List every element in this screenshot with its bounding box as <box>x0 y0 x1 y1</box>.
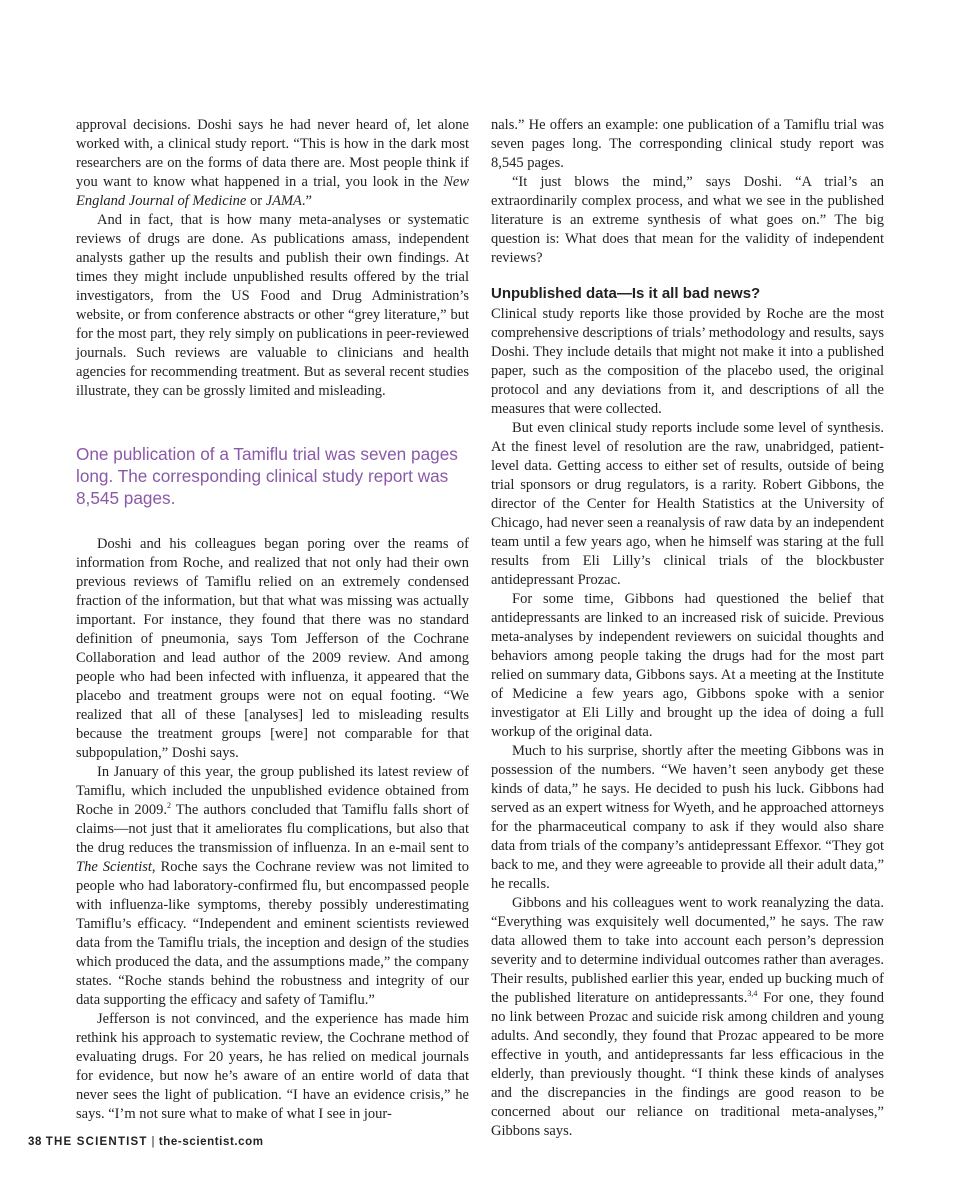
page-number: 38 <box>28 1136 42 1148</box>
text-run: or <box>246 193 266 209</box>
footer-separator: | <box>151 1136 156 1148</box>
text-run: approval decisions. Doshi says he had never heard of, let alone worked with, a clinical study report. “This is how in the dark most researchers are on the forms of data there are. Most people think if you want to know what happened in a trial, you look in the <box>76 117 469 190</box>
body-paragraph: But even clinical study reports include some level of synthesis. At the finest level of resolution are the raw, unabridged, patient-level data. Getting access to either set of results, outside of being trial sponsors or drug regulators, is a rarity. Robert Gibbons, the director of the Center for Health Statistics at the University of Chicago, had never seen a reanalysis of raw data by an independent team until a few years ago, when he himself was staring at the full results from Eli Lilly’s clinical trials of the blockbuster antidepressant Prozac. <box>491 420 884 588</box>
reference-superscript: 3,4 <box>747 989 758 999</box>
website-url: the-scientist.com <box>158 1136 264 1148</box>
body-paragraph: Doshi and his colleagues began poring over the reams of information from Roche, and realized that not only had their own previous reviews of Tamiflu relied on an extremely condensed fraction of the information, but that what was missing was actually important. For instance, they found that there was no standard definition of pneumonia, says Tom Jefferson of the Cochrane Collaboration and lead author of the 2009 review. And among people who had been infected with influenza, it appeared that the placebo and treatment groups were not on equal footing. “We realized that all of these [analyses] led to misleading results because the treatment groups [were] not comparable for that subpopulation,” Doshi says. <box>76 536 469 761</box>
reference-superscript: 2 <box>167 801 171 811</box>
body-paragraph: And in fact, that is how many meta-analyses or systematic reviews of drugs are done. As publications amass, independent analysts gather up the results and publish their own findings. At times they might include unpublished results offered by the trial investigators, from the US Food and Drug Administration’s website, or from conference abstracts or other “grey literature,” but for the most part, they rely simply on publications in peer-reviewed journals. Such reviews are valuable to clinicians and health agencies for recommending treatment. But as several recent studies illustrate, they can be grossly limited and misleading. <box>76 212 469 399</box>
left-column <box>76 116 469 1124</box>
body-paragraph: “It just blows the mind,” says Doshi. “A trial’s an extraordinarily complex process, and what we see in the published literature is an extreme synthesis of what goes on.” The big question is: What does that mean for the validity of independent reviews? <box>491 174 884 266</box>
text-run: For one, they found no link between Prozac and suicide risk among children and young adults. And secondly, they found that Prozac appeared to be more effective in youth, and antidepressants far less efficacious in the elderly, than previously thought. “I think these kinds of analyses and the discrepancies in the findings are good reason to be concerned about our reliance on traditional meta-analyses,” Gibbons says. <box>491 990 885 1139</box>
journal-title: New England Journal of Medicine <box>76 174 469 209</box>
body-paragraph <box>76 116 469 211</box>
body-paragraph: For some time, Gibbons had questioned the belief that antidepressants are linked to an increased risk of suicide. Previous meta-analyses by independent reviewers on suicidal thoughts and behaviors among people taking the drugs had for the most part relied on summary data, Gibbons says. At a meeting at the Institute of Medicine a few years ago, Gibbons spoke with a senior investigator at Eli Lilly and brought up the idea of doing a full workup of the original data. <box>491 591 884 740</box>
pull-quote: One publication of a Tamiflu trial was seven pages long. The corresponding clinical study report was 8,545 pages. <box>76 444 458 508</box>
journal-title: JAMA <box>265 193 302 209</box>
body-paragraph: Jefferson is not convinced, and the experience has made him rethink his approach to systematic review, the Cochrane method of evaluating drugs. For 20 years, he has relied on medical journals for evidence, but now he’s aware of an entire world of data that never sees the light of publication. “I have an evidence crisis,” he says. “I’m not sure what to make of what I see in jour- <box>76 1011 469 1122</box>
text-run: Gibbons and his colleagues went to work reanalyzing the data. “Everything was exquisitely well documented,” he says. The raw data allowed them to take into account each person’s depression severity and to determine individual outcomes rather than averages. Their results, published earlier this year, ended up bucking much of the published literature on antidepressants. <box>491 895 884 1006</box>
magazine-name: THE SCIENTIST <box>45 1136 148 1148</box>
body-paragraph <box>491 894 884 1141</box>
body-paragraph: Clinical study reports like those provided by Roche are the most comprehensive descriptions of trials’ methodology and results, says Doshi. They include details that might not make it into a published paper, such as the composition of the placebo used, the original protocol and any deviations from it, and descriptions of all the measures that were collected. <box>491 306 884 417</box>
body-paragraph: Much to his surprise, shortly after the meeting Gibbons was in possession of the numbers. “We haven’t seen anybody get these kinds of data,” he says. He decided to push his luck. Gibbons had served as an expert witness for Wyeth, and he approached attorneys for the pharmaceutical company to ask if they would also share data from trials of the company’s antidepressant Effexor. “They got back to me, and they were agreeable to provide all their adult data,” he recalls. <box>491 743 884 892</box>
section-subhead: Unpublished data—Is it all bad news? <box>491 285 761 302</box>
body-paragraph <box>76 763 469 1010</box>
text-run: , Roche says the Cochrane review was not limited to people who had laboratory-confirmed flu, but encompassed people with influenza-like symptoms, thereby possibly underestimating Tamiflu’s efficacy. “Independent and eminent scientists reviewed data from the Tamiflu trials, the inception and design of the studies which produced the data, and the assumptions made,” the company states. “Roche stands behind the robustness and integrity of our data supporting the efficacy and safety of Tamiflu.” <box>76 859 469 1008</box>
text-run: .” <box>301 193 312 209</box>
text-run: The authors concluded that Tamiflu falls short of claims—not just that it ameliorates flu complications, but also that the drug reduces the transmission of influenza. In an e-mail sent to <box>76 802 469 856</box>
page-footer <box>28 1136 264 1148</box>
publication-title: The Scientist <box>76 859 152 875</box>
body-paragraph: nals.” He offers an example: one publication of a Tamiflu trial was seven pages long. The corresponding clinical study report was 8,545 pages. <box>491 117 884 171</box>
text-run: In January of this year, the group published its latest review of Tamiflu, which included the unpublished evidence obtained from Roche in 2009. <box>76 764 469 818</box>
right-column <box>491 116 884 1141</box>
